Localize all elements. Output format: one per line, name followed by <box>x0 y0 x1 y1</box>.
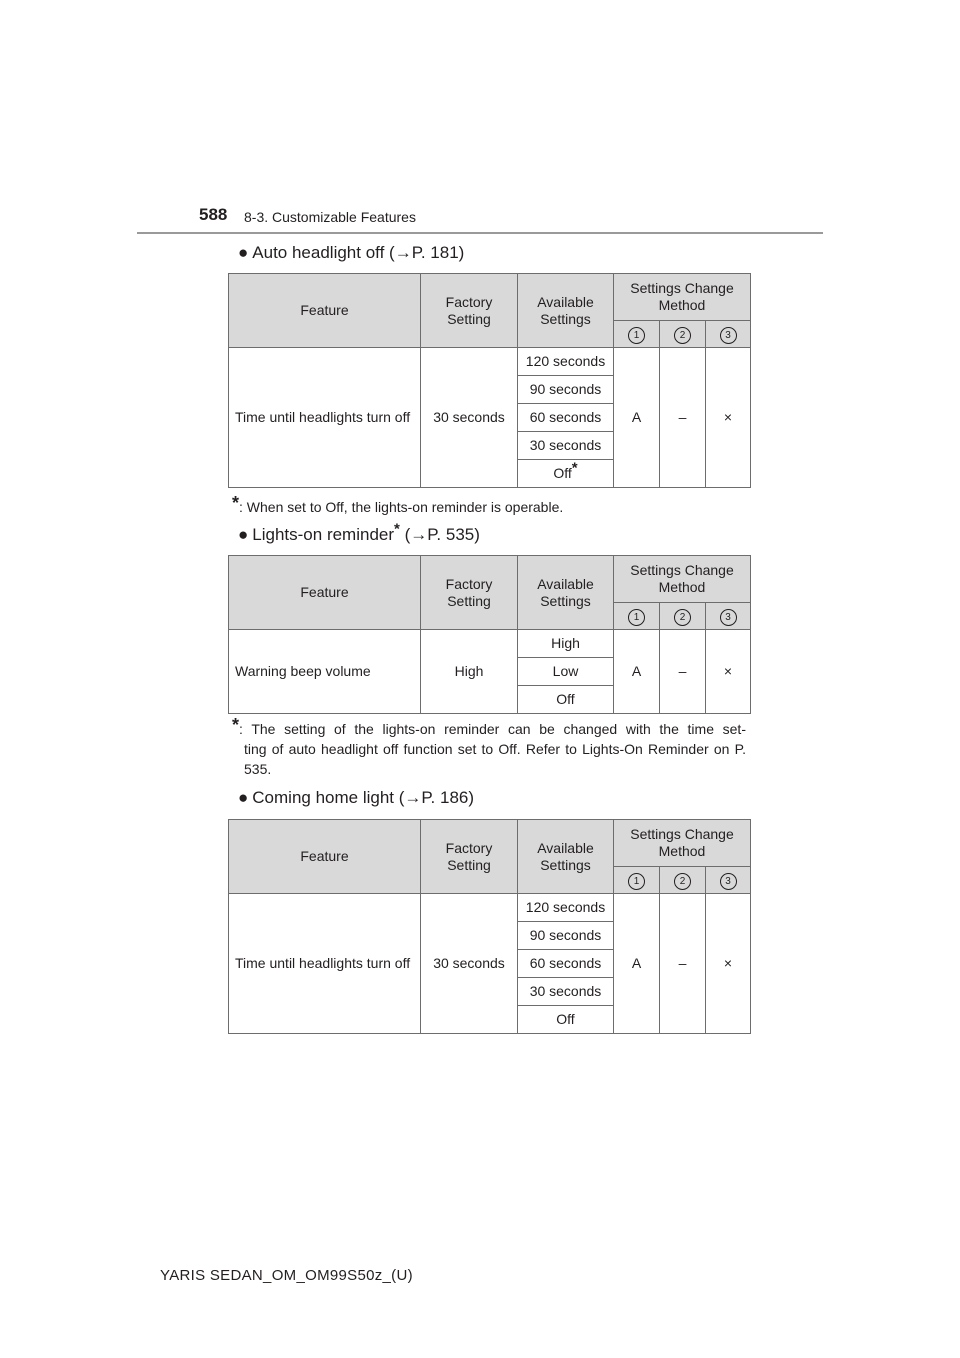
column-header-settings-change-method: Settings Change Method <box>614 556 751 603</box>
page-reference-link[interactable]: P. 181) <box>411 243 465 262</box>
method-1-cell: A <box>614 630 660 714</box>
factory-setting-cell: 30 seconds <box>421 894 518 1034</box>
column-header-settings-change-method: Settings Change Method <box>614 820 751 867</box>
method-1-icon: 1 <box>614 603 660 630</box>
column-header-available-settings: Available Settings <box>518 556 614 630</box>
bullet-icon: ● <box>238 243 249 262</box>
footnote-auto-headlight-off <box>232 493 746 517</box>
heading-text: Lights-on reminder <box>252 525 395 544</box>
method-3-icon: 3 <box>706 867 751 894</box>
footnote-text-rest: ting of auto headlight off function set to Off. Refer to Lights-On Reminder on P. 535. <box>244 741 746 777</box>
column-header-factory-setting: Factory Setting <box>421 820 518 894</box>
option-cell: 60 seconds <box>518 950 614 978</box>
page-number: 588 <box>199 205 228 224</box>
method-3-icon: 3 <box>706 321 751 348</box>
section-title: 8-3. Customizable Features <box>244 209 416 225</box>
column-header-feature: Feature <box>229 274 421 348</box>
page-reference-link[interactable]: P. 186) <box>421 788 475 807</box>
method-1-icon: 1 <box>614 867 660 894</box>
arrow-right-icon: → <box>394 243 412 262</box>
footnote-marker: * <box>571 459 578 477</box>
option-cell: 90 seconds <box>518 376 614 404</box>
column-header-settings-change-method: Settings Change Method <box>614 274 751 321</box>
column-header-feature: Feature <box>229 820 421 894</box>
column-header-factory-setting: Factory Setting <box>421 556 518 630</box>
option-cell: Off* <box>518 460 614 488</box>
footer-manual-id: YARIS SEDAN_OM_OM99S50z_(U) <box>160 1267 413 1284</box>
method-1-icon: 1 <box>614 321 660 348</box>
footnote-asterisk: * <box>232 715 240 735</box>
method-2-icon: 2 <box>660 321 706 348</box>
option-cell: High <box>518 630 614 658</box>
option-cell: 90 seconds <box>518 922 614 950</box>
method-1-cell: A <box>614 348 660 488</box>
method-3-cell: × <box>706 630 751 714</box>
page-reference-link[interactable]: P. 535) <box>427 525 480 544</box>
column-header-available-settings: Available Settings <box>518 274 614 348</box>
footnote-asterisk: * <box>232 493 240 513</box>
column-header-factory-setting: Factory Setting <box>421 274 518 348</box>
method-2-cell: – <box>660 630 706 714</box>
method-3-cell: × <box>706 894 751 1034</box>
factory-setting-cell: High <box>421 630 518 714</box>
option-cell: 120 seconds <box>518 348 614 376</box>
method-2-icon: 2 <box>660 867 706 894</box>
feature-cell: Warning beep volume <box>229 630 421 714</box>
table-coming-home-light <box>228 819 751 1034</box>
method-2-cell: – <box>660 894 706 1034</box>
option-cell: 30 seconds <box>518 432 614 460</box>
method-1-cell: A <box>614 894 660 1034</box>
option-cell: Low <box>518 658 614 686</box>
option-cell: 120 seconds <box>518 894 614 922</box>
heading-lights-on-reminder: ● Lights-on reminder* (→P. 535) <box>238 520 480 544</box>
footnote-text: : When set to Off, the lights-on reminder is operable. <box>239 499 564 515</box>
heading-text: Auto headlight off ( <box>252 243 395 262</box>
header-divider <box>137 232 823 234</box>
column-header-feature: Feature <box>229 556 421 630</box>
feature-cell: Time until headlights turn off <box>229 894 421 1034</box>
footnote-lights-on-reminder <box>232 715 746 779</box>
method-3-cell: × <box>706 348 751 488</box>
bullet-icon: ● <box>238 788 249 807</box>
heading-auto-headlight-off <box>238 243 464 263</box>
footnote-text-line1: : The setting of the lights-on reminder can be changed with the time set- <box>239 721 746 737</box>
method-2-icon: 2 <box>660 603 706 630</box>
arrow-right-icon: → <box>410 525 428 544</box>
method-2-cell: – <box>660 348 706 488</box>
arrow-right-icon: → <box>404 788 422 807</box>
table-auto-headlight-off <box>228 273 751 488</box>
column-header-available-settings: Available Settings <box>518 820 614 894</box>
method-3-icon: 3 <box>706 603 751 630</box>
feature-cell: Time until headlights turn off <box>229 348 421 488</box>
option-cell: Off <box>518 686 614 714</box>
option-cell: Off <box>518 1006 614 1034</box>
footnote-marker: * <box>394 520 400 538</box>
option-cell: 60 seconds <box>518 404 614 432</box>
heading-text: Coming home light ( <box>252 788 405 807</box>
heading-coming-home-light <box>238 788 474 808</box>
option-cell: 30 seconds <box>518 978 614 1006</box>
factory-setting-cell: 30 seconds <box>421 348 518 488</box>
table-lights-on-reminder <box>228 555 751 714</box>
bullet-icon: ● <box>238 525 249 544</box>
